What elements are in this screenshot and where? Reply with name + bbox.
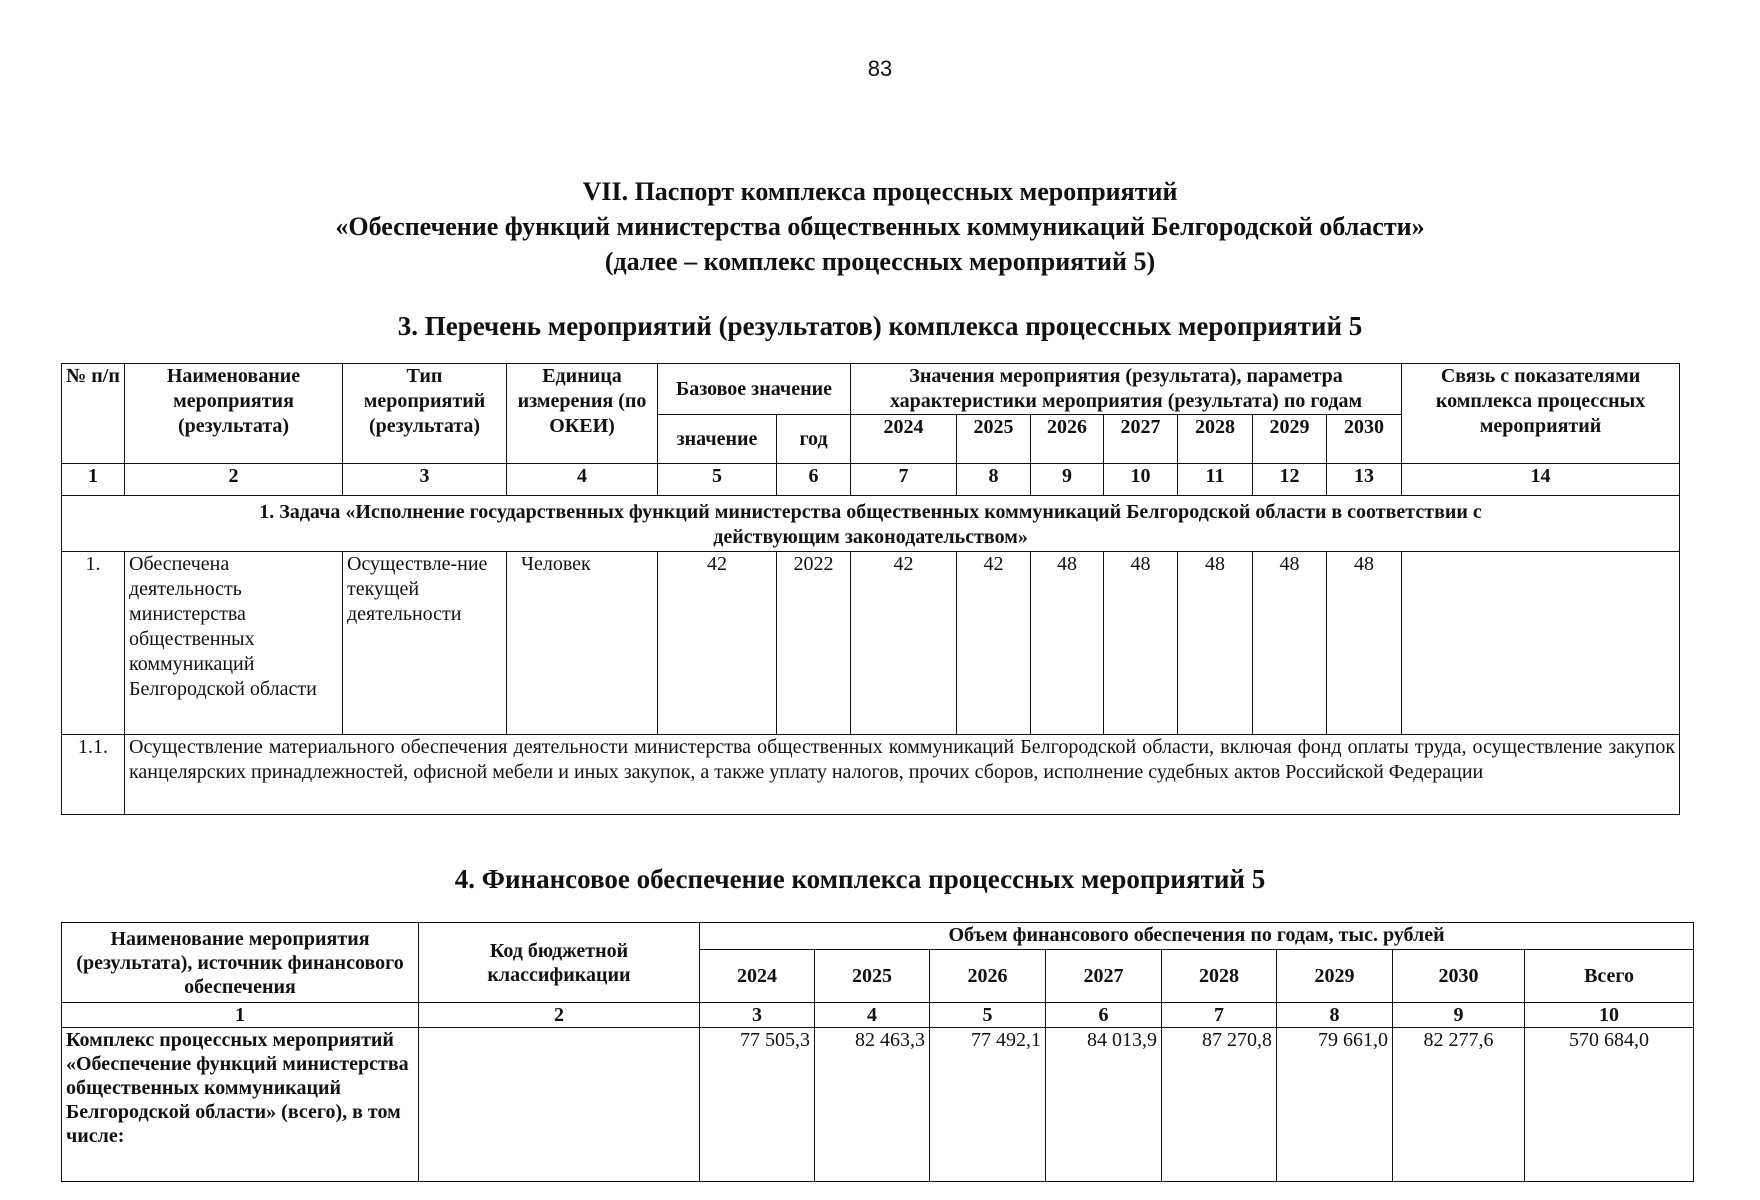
fin-row-value: 77 492,1: [930, 1028, 1046, 1182]
fin-header-year: 2030: [1393, 950, 1525, 1003]
fin-header-year: 2026: [930, 950, 1046, 1003]
header-values-by-year: Значения мероприятия (результата), параметра характеристики мероприятия (результата) по годам: [851, 364, 1402, 415]
fin-col-number: 7: [1162, 1003, 1277, 1028]
fin-header-total: Всего: [1525, 950, 1694, 1003]
row-base-year: 2022: [777, 552, 851, 735]
fin-header-year: 2024: [700, 950, 815, 1003]
col-number: 2: [125, 464, 343, 496]
header-num: № п/п: [62, 364, 125, 464]
row-value: 42: [957, 552, 1031, 735]
header-unit: Единица измерения (по ОКЕИ): [507, 364, 658, 464]
title-line-3: (далее – комплекс процессных мероприятий 5): [604, 247, 1156, 276]
title-line-1: VII. Паспорт комплекса процессных мероприятий: [582, 177, 1178, 206]
header-year: 2026: [1031, 415, 1104, 464]
row-value: 48: [1253, 552, 1327, 735]
fin-col-number: 5: [930, 1003, 1046, 1028]
header-base-year: год: [777, 415, 851, 464]
fin-col-number: 2: [419, 1003, 700, 1028]
section-3-heading: 3. Перечень мероприятий (результатов) комплекса процессных мероприятий 5: [397, 311, 1363, 341]
col-number: 1: [62, 464, 125, 496]
header-year: 2029: [1253, 415, 1327, 464]
row-base-value: 42: [658, 552, 777, 735]
subrow-num: 1.1.: [62, 735, 125, 815]
fin-col-number: 6: [1046, 1003, 1162, 1028]
col-number: 9: [1031, 464, 1104, 496]
fin-header-name: Наименование мероприятия (результата), источник финансового обеспечения: [62, 923, 419, 1003]
row-value: 48: [1104, 552, 1178, 735]
fin-row-value: 77 505,3: [700, 1028, 815, 1182]
fin-col-number: 1: [62, 1003, 419, 1028]
header-year: 2025: [957, 415, 1031, 464]
fin-header-year: 2027: [1046, 950, 1162, 1003]
task-row: 1. Задача «Исполнение государственных функций министерства общественных коммуникаций Белгородской области в соответствии с действующим законодательством»: [62, 496, 1680, 552]
fin-row-value: 84 013,9: [1046, 1028, 1162, 1182]
fin-row-value: 79 661,0: [1277, 1028, 1393, 1182]
header-link: Связь с показателями комплекса процессных мероприятий: [1402, 364, 1680, 464]
row-link: [1402, 552, 1680, 735]
col-number: 11: [1178, 464, 1253, 496]
col-number: 14: [1402, 464, 1680, 496]
row-num: 1.: [62, 552, 125, 735]
header-base: Базовое значение: [658, 364, 851, 415]
section-4-heading: 4. Финансовое обеспечение комплекса процессных мероприятий 5: [454, 864, 1266, 894]
col-number: 4: [507, 464, 658, 496]
header-name: Наименование мероприятия (результата): [125, 364, 343, 464]
fin-header-year: 2025: [815, 950, 930, 1003]
col-number: 3: [343, 464, 507, 496]
row-value: 42: [851, 552, 957, 735]
row-type: Осуществле-ние текущей деятельности: [343, 552, 507, 735]
fin-row-value: 82 463,3: [815, 1028, 930, 1182]
fin-col-number: 4: [815, 1003, 930, 1028]
header-year: 2024: [851, 415, 957, 464]
header-year: 2030: [1327, 415, 1402, 464]
fin-col-number: 8: [1277, 1003, 1393, 1028]
fin-col-number: 9: [1393, 1003, 1525, 1028]
fin-row-total: 570 684,0: [1525, 1028, 1694, 1182]
row-name: Обеспечена деятельность министерства общественных коммуникаций Белгородской области: [125, 552, 343, 735]
row-value: 48: [1178, 552, 1253, 735]
col-number: 10: [1104, 464, 1178, 496]
financing-table: [61, 922, 1694, 1182]
header-year: 2027: [1104, 415, 1178, 464]
header-type: Тип мероприятий (результата): [343, 364, 507, 464]
title-line-2: «Обеспечение функций министерства общественных коммуникаций Белгородской области»: [335, 212, 1425, 241]
activities-table: [61, 363, 1680, 815]
col-number: 12: [1253, 464, 1327, 496]
fin-row-value: 82 277,6: [1393, 1028, 1525, 1182]
fin-row-code: [419, 1028, 700, 1182]
fin-header-volume: Объем финансового обеспечения по годам, тыс. рублей: [700, 923, 1694, 950]
col-number: 6: [777, 464, 851, 496]
row-unit: Человек: [507, 552, 658, 735]
row-value: 48: [1031, 552, 1104, 735]
header-year: 2028: [1178, 415, 1253, 464]
col-number: 13: [1327, 464, 1402, 496]
fin-header-year: 2028: [1162, 950, 1277, 1003]
col-number: 8: [957, 464, 1031, 496]
fin-row-name: Комплекс процессных мероприятий «Обеспечение функций министерства общественных коммуникаций Белгородской области» (всего), в том числе:: [62, 1028, 419, 1182]
fin-header-year: 2029: [1277, 950, 1393, 1003]
fin-header-code: Код бюджетной классификации: [419, 923, 700, 1003]
fin-row-value: 87 270,8: [1162, 1028, 1277, 1182]
header-base-value: значение: [658, 415, 777, 464]
page-number: 83: [867, 56, 893, 81]
document-title: [0, 174, 1760, 279]
fin-col-number: 10: [1525, 1003, 1694, 1028]
fin-col-number: 3: [700, 1003, 815, 1028]
col-number: 7: [851, 464, 957, 496]
col-number: 5: [658, 464, 777, 496]
row-value: 48: [1327, 552, 1402, 735]
subrow-text: Осуществление материального обеспечения деятельности министерства общественных коммуникаций Белгородской области, включая фонд оплаты труда, осуществление закупок канцелярских принадлежностей, офисной мебели и иных закупок, а также уплату налогов, прочих сборов, исполнение судебных актов Российской Федерации: [125, 735, 1680, 815]
